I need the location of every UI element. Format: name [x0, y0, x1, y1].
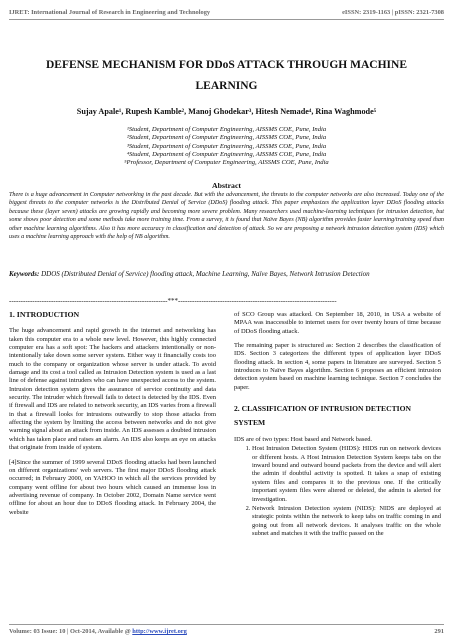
affiliation-line: ⁵Professor, Department of Computer Engineering, AISSMS COE, Pune, India: [124, 159, 329, 167]
section-heading-classification: 2. CLASSIFICATION OF INTRUSION DETECTION SYSTEM: [234, 404, 412, 428]
keywords-label: Keywords:: [9, 270, 40, 278]
paragraph: [4]Since the summer of 1999 several DDoS flooding attacks had been launched on different organizations' web servers. The first major DDoS flooding attack occurred; in February 2000, on YAHOO in which all the services provided by company went offline for about two hours which caused an immense loss in advertising revenue of company. In October 2002, Domain Name service went offline for about an hour due to DDoS flooding attack. In February 2004, the website: [9, 458, 216, 516]
ids-type-list: [234, 445, 441, 538]
journal-name: IJRET: International Journal of Research in Engineering and Technology: [9, 8, 211, 16]
footer-volume-text: Volume: 03 Issue: 10 | Oct-2014, Available @: [9, 628, 131, 635]
footer-volume: [9, 628, 187, 635]
paper-title: DEFENSE MECHANISM FOR DDoS ATTACK THROUGH MACHINE LEARNING: [45, 59, 407, 92]
right-column: [234, 311, 441, 539]
affiliation-line: ³Student, Department of Computer Engineering, AISSMS COE, Pune, India: [126, 142, 327, 150]
paragraph: IDS are of two types: Host based and Network based.: [234, 436, 373, 444]
paragraph: The remaining paper is structured as: Section 2 describes the classification of IDS. Section 3 categorizes the different types of application layer DDoS flooding attack. In section 4, some papers in literature are surveyed. Section 5 introduces to Naïve Bayes algorithm. Section 6 proposes an efficient intrusion detection system based on machine learning technique. Section 7 concludes the paper.: [234, 342, 441, 391]
list-item: 1. Host Intrusion Detection System (HIDS): HIDS run on network devices or different hosts. A Host Intrusion Detection System keeps tabs on the inward bound and outward bound packets from the device and will alert the admin if doubtful activity is spotted. It takes a snap of existing system files and compares it to the previous one. If the critically important system files were altered or deleted, the admin is alerted for investigation.: [252, 445, 441, 503]
author-list: Sujay Apale¹, Rupesh Kamble², Manoj Ghodekar³, Hitesh Nemade⁴, Rina Waghmode⁵: [76, 107, 377, 116]
abstract-text: There is a huge advancement in Computer networking in the past decade. But with the advancement, the threats to the computer networks are also increased. Today one of the biggest threats to the computer networks is the Distributed Denial of Service (DDoS) flooding attack. This paper emphasizes the application layer DDoS flooding attacks because these (layer seven) attacks are growing rapidly and becoming more severe problem. Many researchers used machine-learning techniques for intrusion detection, but some shows poor detection and some methods take more training time. From a survey, it is found that Naïve Bayes (NB) algorithm provides faster learning/training speed than other machine learning algorithms. Also it has more accuracy in classification and detection of attack. So we are proposing a network intrusion detection system (IDS) which uses a machine learning approach with the help of NB algorithm.: [9, 192, 444, 241]
affiliation-line: ²Student, Department of Computer Engineering, AISSMS COE, Pune, India: [126, 134, 327, 142]
affiliation-line: ¹Student, Department of Computer Engineering, AISSMS COE, Pune, India: [126, 126, 327, 133]
list-item: 2. Network Intrusion Detection system (NIDS): NIDS are deployed at strategic points within the network to keep tabs on traffic coming in and going out from all network devices. It analyses traffic on the whole subnet and matches it with the traffic passed on the: [252, 505, 441, 538]
keywords: [9, 266, 444, 282]
affiliation-line: ⁴Student, Department of Computer Engineering, AISSMS COE, Pune, India: [126, 150, 327, 158]
affiliations: [10, 126, 443, 167]
paragraph: of SCO Group was attacked. On September 18, 2010, in USA a website of MPAA was inaccessible to internet users for over twenty hours of time because of DDoS flooding attack.: [234, 311, 441, 335]
page-footer: [9, 624, 444, 635]
journal-link[interactable]: http://www.ijret.org: [132, 628, 187, 635]
section-heading-introduction: 1. INTRODUCTION: [9, 310, 80, 319]
page-number: 291: [434, 628, 444, 635]
keywords-text: DDOS (Distributed Denial of Service) flooding attack, Machine Learning, Naïve Bayes, Network Intrusion Detection: [41, 270, 370, 278]
left-column: [9, 311, 216, 523]
section-separator: --------------------------------------------------------------------***--------------------------------------------------------------------: [9, 297, 337, 305]
journal-header: [9, 5, 444, 20]
abstract-heading: Abstract: [211, 181, 241, 190]
journal-issn: eISSN: 2319-1163 | pISSN: 2321-7308: [342, 8, 444, 16]
paragraph: The huge advancement and rapid growth in the internet and networking has taken this computer era to a whole new level. However, this highly connected computer era has a soft spot: The hackers and attackers intentionally or non-intentionally take down some server system. Either way it financially costs too much to the company or organization whose server is under attack. To avoid damage and its cost a tool called as Intrusion Detection system is used as a last line of defense against intruders who can have unexpected access to the system. Intrusion detection system gives the assurance of service continuity and data security. The intruder which firewall fails to detect is detected by the IDS. Even if firewall and IDS are related to network security, an IDS varies from a firewall in that a firewall looks for intrusions outwardly to stop those attacks from affecting the system by limiting the access between networks and do not give warning signal about an attack from inside. An IDS assesses a doubted intrusion which has taken place and raises an alarm. An IDS also keeps an eye on attacks that originate from inside of system.: [9, 327, 216, 452]
